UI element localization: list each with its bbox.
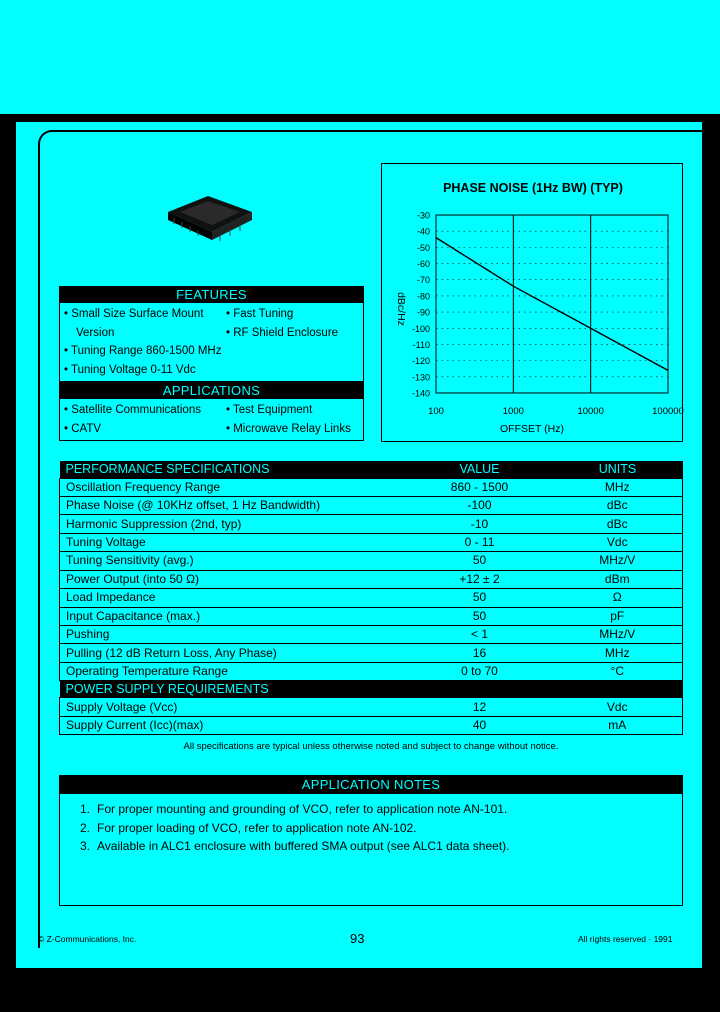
footer-copyright: © Z-Communications, Inc. <box>38 934 137 944</box>
feature-item: • Tuning Voltage 0-11 Vdc <box>64 363 196 376</box>
spec-row <box>60 662 683 680</box>
spec-parameter: Tuning Sensitivity (avg.) <box>60 552 407 570</box>
phase-noise-line <box>436 238 668 371</box>
x-tick-label: 100 <box>428 406 444 417</box>
spec-parameter: Input Capacitance (max.) <box>60 607 407 625</box>
spec-row <box>60 533 683 551</box>
spec-row <box>60 626 683 644</box>
y-tick-label: -40 <box>416 226 430 237</box>
feature-item: • RF Shield Enclosure <box>226 326 339 339</box>
spec-row <box>60 644 683 662</box>
note-number: 2. <box>80 820 91 835</box>
application-item: • CATV <box>64 422 102 435</box>
features-applications-box <box>59 286 364 441</box>
application-note-item <box>80 819 682 838</box>
applications-header: APPLICATIONS <box>59 382 364 399</box>
y-tick-label: -80 <box>416 291 430 302</box>
left-black-margin <box>0 114 16 974</box>
spec-parameter: Load Impedance <box>60 589 407 607</box>
note-text: For proper loading of VCO, refer to application note AN-102. <box>97 820 417 835</box>
spec-units: pF <box>553 607 683 625</box>
spec-value: +12 ± 2 <box>407 570 553 588</box>
spec-row <box>60 570 683 588</box>
feature-item: • Small Size Surface Mount <box>64 308 204 320</box>
application-notes-list <box>60 794 682 856</box>
spec-row <box>60 607 683 625</box>
spec-row <box>60 478 683 496</box>
note-text: Available in ALC1 enclosure with buffered SMA output (see ALC1 data sheet). <box>97 839 510 853</box>
spec-units: °C <box>553 662 683 680</box>
spec-parameter: Supply Current (Icc)(max) <box>60 716 407 734</box>
feature-item: • Tuning Range 860-1500 MHz <box>64 345 222 357</box>
spec-units: Vdc <box>553 533 683 551</box>
spec-parameter: Pushing <box>60 626 407 644</box>
note-text: For proper mounting and grounding of VCO, refer to application note AN-101. <box>97 802 508 816</box>
spec-units: MHz <box>553 644 683 662</box>
spec-parameter: Supply Voltage (Vcc) <box>60 698 407 716</box>
spec-parameter: Pulling (12 dB Return Loss, Any Phase) <box>60 644 407 662</box>
units-header: UNITS <box>553 461 683 478</box>
power-supply-header-row <box>60 681 683 698</box>
spec-units: dBc <box>553 515 683 533</box>
x-tick-label: 1000 <box>502 406 524 417</box>
spec-units: mA <box>553 716 683 734</box>
application-notes-box <box>59 775 683 906</box>
spec-value: 0 to 70 <box>407 662 553 680</box>
spec-value: -10 <box>407 515 553 533</box>
spec-parameter: Operating Temperature Range <box>60 662 407 680</box>
power-supply-header: POWER SUPPLY REQUIREMENTS <box>60 681 683 698</box>
x-tick-label: 10000 <box>577 406 604 417</box>
spec-units: dBm <box>553 570 683 588</box>
chart-title: PHASE NOISE (1Hz BW) (TYP) <box>443 181 623 195</box>
y-tick-label: -30 <box>416 210 430 221</box>
application-note-item <box>80 800 682 819</box>
spec-parameter: Power Output (into 50 Ω) <box>60 570 407 588</box>
spec-units: Ω <box>553 589 683 607</box>
y-tick-label: -70 <box>416 275 430 286</box>
spec-value: 40 <box>407 716 553 734</box>
spec-row <box>60 698 683 716</box>
value-header: VALUE <box>407 461 553 478</box>
y-tick-label: -50 <box>416 242 430 253</box>
application-item: • Satellite Communications <box>64 404 201 416</box>
spec-parameter: Tuning Voltage <box>60 533 407 551</box>
y-tick-label: -110 <box>412 339 430 350</box>
y-tick-label: -60 <box>416 259 430 270</box>
feature-item: • Fast Tuning <box>226 308 294 320</box>
spec-row <box>60 552 683 570</box>
feature-item: Version <box>76 326 115 339</box>
y-tick-label: -90 <box>416 307 430 318</box>
spec-parameter: Oscillation Frequency Range <box>60 478 407 496</box>
vco-chip-image <box>160 188 260 248</box>
spec-value: 860 - 1500 <box>407 478 553 496</box>
spec-units: MHz/V <box>553 552 683 570</box>
right-black-margin <box>702 114 720 974</box>
bottom-black-band <box>0 968 720 1012</box>
spec-row <box>60 496 683 514</box>
spec-units: dBc <box>553 496 683 514</box>
spec-value: 50 <box>407 552 553 570</box>
performance-specifications-table <box>59 461 683 735</box>
spec-value: 50 <box>407 589 553 607</box>
spec-row <box>60 716 683 734</box>
features-header: FEATURES <box>59 286 364 303</box>
y-tick-label: -120 <box>411 356 430 367</box>
top-black-band <box>0 114 720 122</box>
page-number: 93 <box>350 931 365 946</box>
spec-parameter: Harmonic Suppression (2nd, typ) <box>60 515 407 533</box>
chart-y-axis-label: dBc/Hz <box>395 292 407 326</box>
phase-noise-chart <box>381 163 683 442</box>
footer-rights: All rights reserved · 1991 <box>578 934 673 944</box>
spec-value: 12 <box>407 698 553 716</box>
application-note-item <box>80 837 682 856</box>
y-tick-label: -140 <box>411 388 430 399</box>
spec-units: MHz <box>553 478 683 496</box>
specifications-note: All specifications are typical unless otherwise noted and subject to change without notice. <box>183 741 559 752</box>
application-notes-header: APPLICATION NOTES <box>60 776 682 794</box>
spec-value: < 1 <box>407 626 553 644</box>
x-tick-label: 100000 <box>652 406 684 417</box>
performance-header: PERFORMANCE SPECIFICATIONS <box>60 461 407 478</box>
chart-x-axis-label: OFFSET (Hz) <box>500 423 564 435</box>
y-tick-label: -130 <box>411 372 430 383</box>
application-item: • Microwave Relay Links <box>226 422 351 435</box>
spec-row <box>60 515 683 533</box>
spec-value: 50 <box>407 607 553 625</box>
note-number: 1. <box>80 802 91 816</box>
spec-value: 16 <box>407 644 553 662</box>
application-item: • Test Equipment <box>226 404 313 416</box>
spec-value: 0 - 11 <box>407 533 553 551</box>
y-tick-label: -100 <box>411 323 430 334</box>
phase-noise-chart-svg <box>382 164 684 443</box>
spec-units: MHz/V <box>553 626 683 644</box>
spec-row <box>60 589 683 607</box>
note-number: 3. <box>80 839 91 853</box>
spec-units: Vdc <box>553 698 683 716</box>
chart-plot-area <box>436 215 668 393</box>
spec-value: -100 <box>407 496 553 514</box>
spec-parameter: Phase Noise (@ 10KHz offset, 1 Hz Bandwidth) <box>60 496 407 514</box>
